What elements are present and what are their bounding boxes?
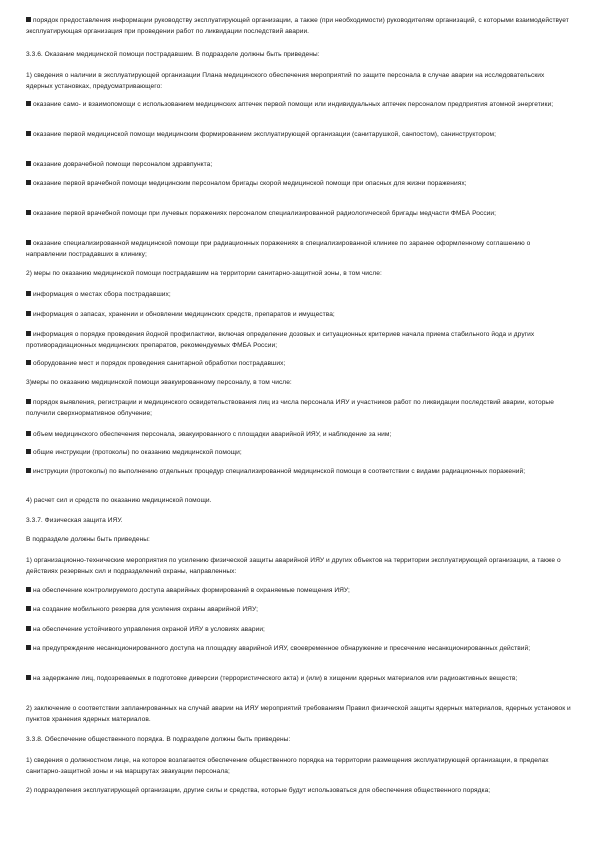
paragraph-bullet xyxy=(26,625,572,636)
paragraph xyxy=(26,71,572,92)
paragraph-bullet xyxy=(26,160,572,171)
paragraph-bullet xyxy=(26,179,572,190)
paragraph xyxy=(26,786,572,797)
paragraph-text: информация о местах сбора пострадавших; xyxy=(33,291,171,298)
paragraph-text: общие инструкции (протоколы) по оказанию медицинской помощи; xyxy=(33,449,242,456)
bullet-square-icon xyxy=(26,131,31,136)
paragraph-text: В подразделе должны быть приведены: xyxy=(26,536,150,543)
paragraph-bullet xyxy=(26,586,572,597)
paragraph-text: на обеспечение контролируемого доступа аварийных формирований в охраняемые помещения ИЯУ; xyxy=(33,587,350,594)
paragraph-text: информация о запасах, хранении и обновлении медицинских средств, препаратов и имущества; xyxy=(33,311,335,318)
paragraph-bullet xyxy=(26,430,572,441)
bullet-square-icon xyxy=(26,645,31,650)
paragraph-text: инструкции (протоколы) по выполнению отдельных процедур специализированной медицинской помощи в соответствии с видами радиационных поражений; xyxy=(33,468,526,475)
bullet-square-icon xyxy=(26,587,31,592)
paragraph-text: на задержание лиц, подозреваемых в подготовке диверсии (террористического акта) и (или) в хищении ядерных материалов или радиоактивных веществ; xyxy=(33,675,518,682)
paragraph-text: 2) заключение о соответствии запланированных на случай аварии на ИЯУ мероприятий требованиям Правил физической защиты ядерных материалов, ядерных установок и пунктов хранения ядерных материалов. xyxy=(26,705,571,723)
paragraph-bullet xyxy=(26,310,572,321)
bullet-square-icon xyxy=(26,101,31,106)
paragraph-text: 2) подразделения эксплуатирующей организации, другие силы и средства, которые будут использоваться для обеспечения общественного порядка; xyxy=(26,787,491,794)
bullet-square-icon xyxy=(26,399,31,404)
paragraph-text: на предупреждение несанкционированного доступа на площадку аварийной ИЯУ, своевременное обнаружение и пресечение несанкционированных действий; xyxy=(33,645,531,652)
bullet-square-icon xyxy=(26,240,31,245)
paragraph-bullet xyxy=(26,448,572,459)
bullet-square-icon xyxy=(26,606,31,611)
paragraph-text: оказание доврачебной помощи персоналом здравпункта; xyxy=(33,161,213,168)
paragraph xyxy=(26,496,572,507)
paragraph-text: оказание само- и взаимопомощи с использованием медицинских аптечек первой помощи или индивидуальных аптечек персоналом предприятия атомной энергетики; xyxy=(33,101,554,108)
paragraph-text: 1) сведения о наличии в эксплуатирующей организации Плана медицинского обеспечения мероприятий по защите персонала в случае аварии на исследовательских ядерных установках, предусматривающего: xyxy=(26,72,545,90)
paragraph-text: 3.3.8. Обеспечение общественного порядка. В подразделе должны быть приведены: xyxy=(26,736,291,743)
paragraph-text: оказание первой врачебной помощи медицинским персоналом бригады скорой медицинской помощи при опасных для жизни поражениях; xyxy=(33,180,467,187)
paragraph-text: 1) сведения о должностном лице, на которое возлагается обеспечение общественного порядка на территории размещения эксплуатирующей организации, в пределах санитарно-защитной зоны и на маршрутах эвакуации персонала; xyxy=(26,757,549,775)
paragraph xyxy=(26,535,572,546)
paragraph xyxy=(26,556,572,577)
bullet-square-icon xyxy=(26,180,31,185)
paragraph-text: на обеспечение устойчивого управления охраной ИЯУ в условиях аварии; xyxy=(33,626,265,633)
paragraph-text: объем медицинского обеспечения персонала, эвакуированного с площадки аварийной ИЯУ, и наблюдение за ним; xyxy=(33,431,392,438)
paragraph-bullet xyxy=(26,359,572,370)
bullet-square-icon xyxy=(26,210,31,215)
paragraph-bullet xyxy=(26,605,572,616)
section-heading xyxy=(26,735,572,746)
paragraph xyxy=(26,378,572,389)
paragraph-bullet xyxy=(26,290,572,301)
paragraph xyxy=(26,269,572,280)
paragraph-text: оказание специализированной медицинской помощи при радиационных поражениях в специализированной клинике по заранее оформленному соглашению о направлении пострадавших в клинику; xyxy=(26,240,531,258)
bullet-square-icon xyxy=(26,360,31,365)
paragraph-bullet xyxy=(26,467,572,478)
paragraph-text: оборудование мест и порядок проведения санитарной обработки пострадавших; xyxy=(33,360,286,367)
paragraph xyxy=(26,756,572,777)
bullet-square-icon xyxy=(26,331,31,336)
paragraph-bullet xyxy=(26,398,572,419)
bullet-square-icon xyxy=(26,449,31,454)
paragraph-bullet xyxy=(26,644,572,655)
paragraph-bullet xyxy=(26,330,572,351)
paragraph-text: оказание первой врачебной помощи при лучевых поражениях персоналом специализированной радиологической бригады медчасти ФМБА России; xyxy=(33,210,497,217)
paragraph-text: оказание первой медицинской помощи медицинским формированием эксплуатирующей организации (санитарушкой, санпостом), санинструктором; xyxy=(33,131,497,138)
paragraph-bullet xyxy=(26,674,572,685)
bullet-square-icon xyxy=(26,161,31,166)
section-heading xyxy=(26,50,572,61)
paragraph-text: 1) организационно-технические мероприятия по усилению физической защиты аварийной ИЯУ и других объектов на территории эксплуатирующей организации, а также о действиях резервных сил и подразделений охраны, направленных: xyxy=(26,557,561,575)
paragraph-text: на создание мобильного резерва для усиления охраны аварийной ИЯУ; xyxy=(33,606,258,613)
bullet-square-icon xyxy=(26,17,31,22)
bullet-square-icon xyxy=(26,431,31,436)
bullet-square-icon xyxy=(26,675,31,680)
paragraph-bullet xyxy=(26,130,572,141)
paragraph-text: 2) меры по оказанию медицинской помощи пострадавшим на территории санитарно-защитной зоны, в том числе: xyxy=(26,270,382,277)
paragraph-text: 3.3.7. Физическая защита ИЯУ. xyxy=(26,517,123,524)
bullet-square-icon xyxy=(26,291,31,296)
paragraph-text: порядок выявления, регистрации и медицинского освидетельствования лиц из числа персонала ИЯУ и участников работ по ликвидации последствий аварии, которые получили сверхнормативное облучение; xyxy=(26,399,554,417)
bullet-square-icon xyxy=(26,468,31,473)
bullet-square-icon xyxy=(26,311,31,316)
paragraph-bullet xyxy=(26,100,572,111)
paragraph-text: 4) расчет сил и средств по оказанию медицинской помощи. xyxy=(26,497,212,504)
bullet-square-icon xyxy=(26,626,31,631)
paragraph xyxy=(26,704,572,725)
paragraph-text: 3)меры по оказанию медицинской помощи эвакуированному персоналу, в том числе: xyxy=(26,379,292,386)
paragraph-bullet xyxy=(26,239,572,260)
paragraph-bullet xyxy=(26,209,572,220)
paragraph-text: 3.3.6. Оказание медицинской помощи пострадавшим. В подразделе должны быть приведены: xyxy=(26,51,320,58)
paragraph-text: информация о порядке проведения йодной профилактики, включая определение дозовых и ситуационных критериев начала приема стабильного йода и других противорадиационных медицинских препаратов, рекомендуемых ФМБА России; xyxy=(26,331,535,349)
section-heading xyxy=(26,516,572,527)
paragraph-text: порядок предоставления информации руководству эксплуатирующей организации, а также (при необходимости) руководителям организаций, с которыми взаимодействует эксплуатирующая организация при проведении работ по ликвидации последствий аварии. xyxy=(26,17,569,35)
paragraph-bullet xyxy=(26,16,572,37)
